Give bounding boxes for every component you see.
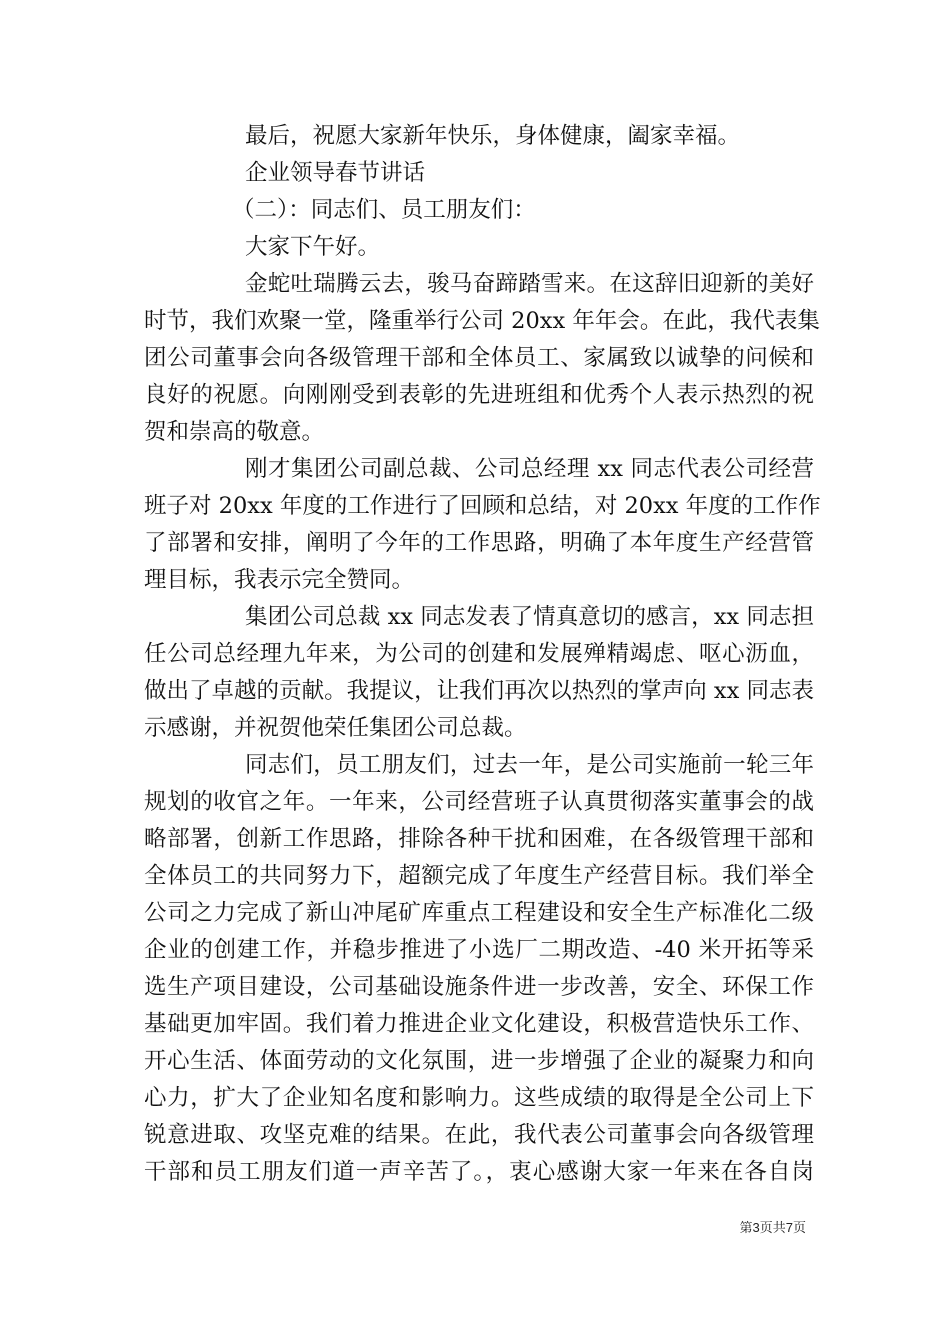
paragraph-line: 良好的祝愿。向刚刚受到表彰的先进班组和优秀个人表示热烈的祝	[144, 382, 814, 408]
paragraph-line: 心力，扩大了企业知名度和影响力。这些成绩的取得是全公司上下	[144, 1085, 814, 1111]
paragraph-line: 选生产项目建设，公司基础设施条件进一步改善，安全、环保工作	[144, 974, 814, 1000]
salutation: （二）：同志们、员工朋友们：	[232, 197, 536, 223]
paragraph-line: 同志们，员工朋友们，过去一年，是公司实施前一轮三年	[245, 752, 814, 778]
paragraph-line: 规划的收官之年。一年来，公司经营班子认真贯彻落实董事会的战	[144, 789, 814, 815]
paragraph-line: 做出了卓越的贡献。我提议，让我们再次以热烈的掌声向 xx 同志表	[144, 678, 814, 704]
paragraph-line: 锐意进取、攻坚克难的结果。在此，我代表公司董事会向各级管理	[144, 1122, 814, 1148]
paragraph-line: 了部署和安排，阐明了今年的工作思路，明确了本年度生产经营管	[144, 530, 814, 556]
paragraph-line: 最后，祝愿大家新年快乐，身体健康，阖家幸福。	[245, 123, 741, 149]
paragraph-line: 时节，我们欢聚一堂，隆重举行公司 20xx 年年会。在此，我代表集	[144, 308, 820, 334]
paragraph-line: 班子对 20xx 年度的工作进行了回顾和总结，对 20xx 年度的工作作	[144, 493, 821, 519]
paragraph-line: 企业的创建工作，并稳步推进了小选厂二期改造、-40 米开拓等采	[144, 937, 814, 963]
paragraph-line: 干部和员工朋友们道一声辛苦了。，衷心感谢大家一年来在各自岗	[144, 1159, 814, 1185]
section-title: 企业领导春节讲话	[245, 160, 426, 186]
paragraph-line: 示感谢，并祝贺他荣任集团公司总裁。	[144, 715, 527, 741]
paragraph-line: 公司之力完成了新山冲尾矿库重点工程建设和安全生产标准化二级	[144, 900, 814, 926]
paragraph-line: 集团公司总裁 xx 同志发表了情真意切的感言，xx 同志担	[245, 604, 814, 630]
page-number-footer: 第3页共7页	[739, 1220, 806, 1235]
paragraph-line: 基础更加牢固。我们着力推进企业文化建设，积极营造快乐工作、	[144, 1011, 814, 1037]
paragraph-line: 全体员工的共同努力下，超额完成了年度生产经营目标。我们举全	[144, 863, 814, 889]
greeting: 大家下午好。	[245, 234, 381, 260]
paragraph-line: 任公司总经理九年来，为公司的创建和发展殚精竭虑、呕心沥血，	[144, 641, 814, 667]
paragraph-line: 金蛇吐瑞腾云去，骏马奋蹄踏雪来。在这辞旧迎新的美好	[245, 271, 814, 297]
paragraph-line: 略部署，创新工作思路，排除各种干扰和困难，在各级管理干部和	[144, 826, 814, 852]
paragraph-line: 团公司董事会向各级管理干部和全体员工、家属致以诚挚的问候和	[144, 345, 814, 371]
paragraph-line: 理目标，我表示完全赞同。	[144, 567, 415, 593]
paragraph-line: 刚才集团公司副总裁、公司总经理 xx 同志代表公司经营	[245, 456, 814, 482]
paragraph-line: 贺和崇高的敬意。	[144, 419, 325, 445]
paragraph-line: 开心生活、体面劳动的文化氛围，进一步增强了企业的凝聚力和向	[144, 1048, 814, 1074]
